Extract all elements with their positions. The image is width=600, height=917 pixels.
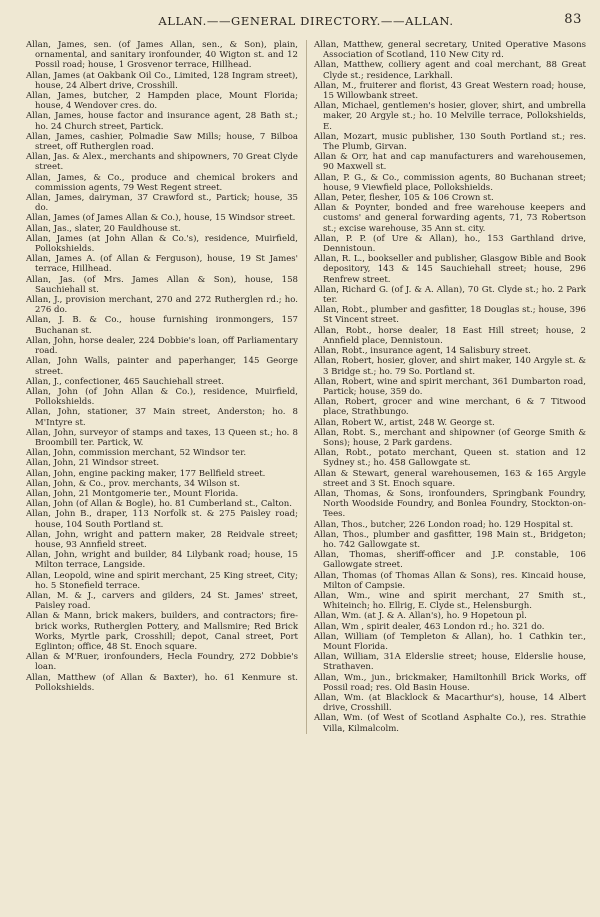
directory-entry: Allan & Orr, hat and cap manufacturers and warehousemen, 90 Maxwell st. — [314, 152, 586, 173]
directory-entry: Allan, Thomas (of Thomas Allan & Sons), res. Kincaid house, Milton of Campsie. — [314, 570, 586, 591]
column-divider — [306, 40, 307, 734]
directory-entry: Allan, Robt., insurance agent, 14 Salisbury street. — [314, 346, 531, 357]
directory-entry: Allan, Leopold, wine and spirit merchant, 25 King street, City; ho. 5 Stonefield terrace. — [26, 570, 298, 591]
directory-entry: Allan, James, dairyman, 37 Crawford st., Partick; house, 35 do. — [26, 193, 298, 214]
directory-entry: Allan, Robert, wine and spirit merchant, 361 Dumbarton road, Partick; house, 359 do. — [314, 376, 586, 397]
page-number: 83 — [564, 12, 582, 27]
directory-entry: Allan, Matthew (of Allan & Baxter), ho. 61 Kenmure st. Pollokshields. — [26, 672, 298, 693]
directory-entry: Allan, John, & Co., prov. merchants, 34 Wilson st. — [26, 478, 241, 489]
directory-entry: Allan, M., fruiterer and florist, 43 Great Western road; house, 15 Willowbank street. — [314, 80, 586, 102]
directory-entry: Allan, John, 21 Montgomerie ter., Mount Florida. — [26, 488, 239, 499]
directory-entry: Allan, Wm., jun., brickmaker, Hamiltonhill Brick Works, off Possil road; res. Old Basin House. — [314, 672, 586, 693]
directory-entry: Allan, M. & J., carvers and gilders, 24 St. James' street, Paisley road. — [26, 590, 298, 612]
directory-entry: Allan, Thomas, sheriff-officer and J.P. constable, 106 Gallowgate street. — [314, 550, 586, 571]
directory-entry: Allan, John, surveyor of stamps and taxes, 13 Queen st.; ho. 8 Broombill ter. Partick, W. — [26, 427, 298, 448]
directory-entry: Allan, Wm., wine and spirit merchant, 27 Smith st., Whiteinch; ho. Ellrig, E. Clyde st., Helensburgh. — [314, 590, 586, 612]
directory-entry: Allan, Peter, flesher, 105 & 106 Crown st. — [314, 193, 494, 204]
directory-entry: Allan, Robt., potato merchant, Queen st. station and 12 Sydney st.; ho. 458 Gallowgate st. — [314, 448, 586, 469]
directory-entry: Allan, James, cashier, Polmadie Saw Mills; house, 7 Bilboa street, off Rutherglen road. — [26, 131, 298, 153]
running-title: ALLAN.——GENERAL DIRECTORY.——ALLAN. — [158, 14, 454, 28]
directory-entry: Allan, Robt. S., merchant and shipowner (of George Smith & Sons); house, 2 Park gardens. — [314, 427, 586, 448]
directory-entry: Allan, Michael, gentlemen's hosier, glover, shirt, and umbrella maker, 20 Argyle st.; ho. 10 Melville terrace, Pollokshields, E. — [314, 101, 586, 132]
directory-entry: Allan, John, horse dealer, 224 Dobbie's loan, off Parliamentary road. — [26, 335, 298, 357]
directory-entry: Allan, James A. (of Allan & Ferguson), house, 19 St James' terrace, Hillhead. — [26, 254, 298, 275]
directory-entry: Allan, R. L., bookseller and publisher, Glasgow Bible and Book depository, 143 & 145 Sauchiehall street; house, 296 Renfrew street. — [314, 254, 586, 285]
directory-entry: Allan, John, wright and pattern maker, 28 Reidvale street; house, 93 Annfield street. — [26, 529, 298, 550]
directory-entry: Allan & M'Ruer, ironfounders, Hecla Foundry, 272 Dobbie's loan. — [26, 652, 298, 673]
directory-entry: Allan, John, stationer, 37 Main street, Anderston; ho. 8 M'Intyre st. — [26, 407, 298, 428]
directory-entry: Allan, Robert, hosier, glover, and shirt maker, 140 Argyle st. & 3 Bridge st.; ho. 79 So. Portland st. — [314, 356, 586, 377]
directory-entry: Allan, James, sen. (of James Allan, sen., & Son), plain, ornamental, and sanitary ironfounder, 40 Wigton st. and 12 Possil road; house, 1 Grosvenor terrace, Hillhead. — [26, 40, 298, 71]
directory-entry: Allan, Robt., horse dealer, 18 East Hill street; house, 2 Annfield place, Dennistoun. — [314, 325, 586, 346]
directory-entry: Allan, James (of James Allan & Co.), house, 15 Windsor street. — [26, 213, 296, 224]
directory-entry: Allan & Poynter, bonded and free warehouse keepers and customs' and general forwarding agents, 71, 73 Robertson st.; excise warehouse, 35 Ann st. city. — [314, 203, 586, 234]
directory-entry: Allan, James, house factor and insurance agent, 28 Bath st.; ho. 24 Church street, Partick. — [26, 111, 298, 132]
directory-entry: Allan, Robert W., artist, 248 W. George st. — [314, 417, 495, 428]
directory-entry: Allan, John, commission merchant, 52 Windsor ter. — [26, 448, 247, 459]
directory-entry: Allan, John, 21 Windsor street. — [26, 458, 160, 469]
directory-entry: Allan, James, & Co., produce and chemical brokers and commission agents, 79 West Regent street. — [26, 172, 298, 193]
directory-entry: Allan, Wm. (at J. & A. Allan's), ho. 9 Hopetoun pl. — [314, 611, 527, 622]
directory-entry: Allan, Thomas, & Sons, ironfounders, Springbank Foundry, North Woodside Foundry, and Bonlea Foundry, Stockton-on-Tees. — [314, 488, 586, 520]
directory-entry: Allan, John B., draper, 113 Norfolk st. & 275 Paisley road; house, 104 South Portland st. — [26, 509, 298, 530]
directory-entry: Allan, P. P. (of Ure & Allan), ho., 153 Garthland drive, Dennistoun. — [314, 233, 586, 255]
directory-entry: Allan, Jas. (of Mrs. James Allan & Son), house, 158 Sauchiehall st. — [26, 274, 298, 295]
right-column — [314, 40, 586, 734]
directory-entry: Allan, P. G., & Co., commission agents, 80 Buchanan street; house, 9 Viewfield place, Pollokshields. — [314, 172, 586, 193]
directory-entry: Allan, J., provision merchant, 270 and 272 Rutherglen rd.; ho. 276 do. — [26, 295, 298, 316]
directory-columns — [26, 40, 586, 734]
directory-entry: Allan, William, 31A Elderslie street; house, Elderslie house, Strathaven. — [314, 652, 586, 673]
directory-entry: Allan, Robert, grocer and wine merchant, 6 & 7 Titwood place, Strathbungo. — [314, 397, 586, 418]
directory-entry: Allan, Wm. (of West of Scotland Asphalte Co.), res. Strathie Villa, Kilmalcolm. — [314, 713, 586, 734]
directory-entry: Allan, Jas., slater, 20 Fauldhouse st. — [26, 223, 181, 234]
directory-entry: Allan & Mann, brick makers, builders, and contractors; fire-brick works, Rutherglen Pottery, and Mallsmire; Red Brick Works, Myrtle park, Crosshill; depot, Canal street, Port Eglinton; office, 48 St. Enoch square. — [26, 611, 298, 652]
directory-entry: Allan, John Walls, painter and paperhanger, 145 George street. — [26, 356, 298, 377]
directory-entry: Allan, John (of John Allan & Co.), residence, Muirfield, Pollokshields. — [26, 386, 298, 408]
page-header — [26, 12, 586, 30]
directory-entry: Allan, Wm , spirit dealer, 463 London rd.; ho. 321 do. — [314, 621, 545, 632]
directory-entry: Allan, John, engine packing maker, 177 Bellfield street. — [26, 468, 266, 479]
left-column — [26, 40, 298, 734]
directory-entry: Allan, J., confectioner, 465 Sauchiehall street. — [26, 376, 225, 387]
directory-entry: Allan & Stewart, general warehousemen, 163 & 165 Argyle street and 3 St. Enoch square. — [314, 468, 586, 489]
directory-entry: Allan, Matthew, general secretary, United Operative Masons Association of Scotland, 110 New City rd. — [314, 40, 586, 61]
directory-entry: Allan, James, butcher, 2 Hampden place, Mount Florida; house, 4 Wendover cres. do. — [26, 91, 298, 112]
directory-entry: Allan, John (of Allan & Bogle), ho. 81 Cumberland st., Calton. — [26, 499, 293, 510]
directory-entry: Allan, James (at John Allan & Co.'s), residence, Muirfield, Pollokshields. — [26, 233, 298, 255]
directory-entry: Allan, Jas. & Alex., merchants and shipowners, 70 Great Clyde street. — [26, 152, 298, 173]
directory-entry: Allan, Thos., plumber and gasfitter, 198 Main st., Bridgeton; ho. 742 Gallowgate st. — [314, 529, 586, 550]
directory-entry: Allan, J. B. & Co., house furnishing ironmongers, 157 Buchanan st. — [26, 315, 298, 336]
directory-entry: Allan, James (at Oakbank Oil Co., Limited, 128 Ingram street), house, 24 Albert drive, Crosshill. — [26, 70, 298, 91]
directory-entry: Allan, Richard G. (of J. & A. Allan), 70 Gt. Clyde st.; ho. 2 Park ter. — [314, 284, 586, 306]
directory-entry: Allan, Mozart, music publisher, 130 South Portland st.; res. The Plumb, Girvan. — [314, 131, 586, 153]
directory-entry: Allan, Robt., plumber and gasfitter, 18 Douglas st.; house, 396 St Vincent street. — [314, 305, 586, 326]
directory-entry: Allan, William (of Templeton & Allan), ho. 1 Cathkin ter., Mount Florida. — [314, 631, 586, 652]
directory-entry: Allan, Wm. (at Blacklock & Macarthur's), house, 14 Albert drive, Crosshill. — [314, 693, 586, 714]
directory-entry: Allan, Thos., butcher, 226 London road; ho. 129 Hospital st. — [314, 519, 574, 530]
directory-entry: Allan, Matthew, colliery agent and coal merchant, 88 Great Clyde st.; residence, Larkhall. — [314, 60, 586, 81]
directory-entry: Allan, John, wright and builder, 84 Lilybank road; house, 15 Milton terrace, Langside. — [26, 550, 298, 571]
